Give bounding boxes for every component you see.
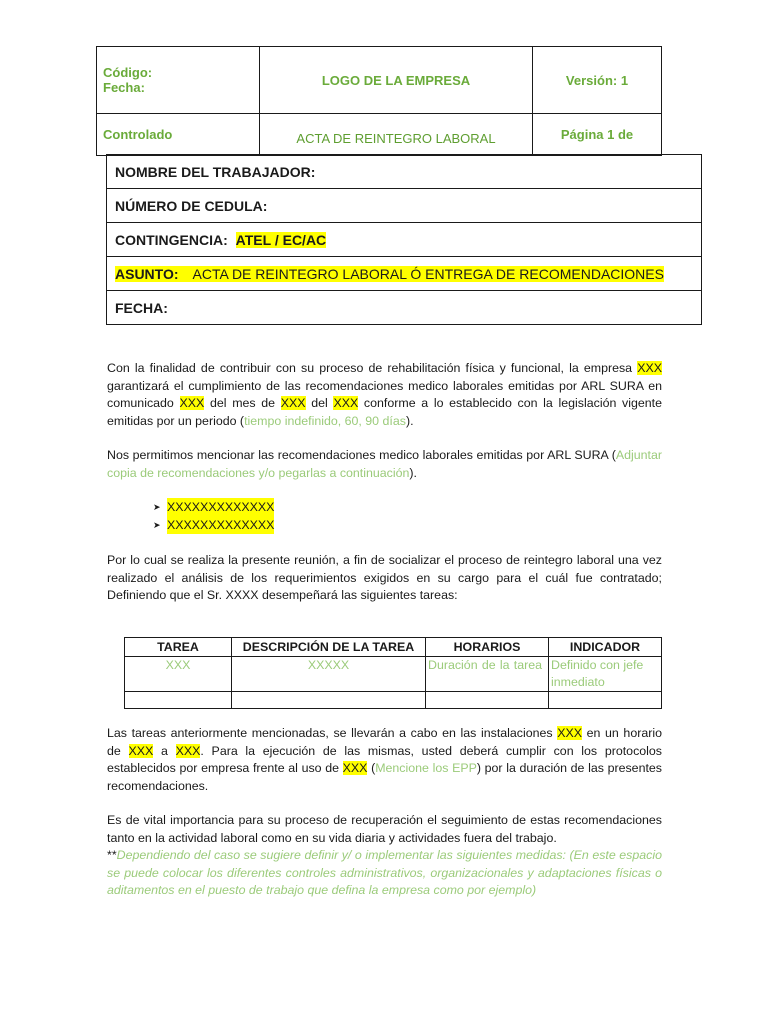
date-field: FECHA:	[107, 291, 702, 325]
placeholder-facility: XXX	[557, 726, 583, 740]
ppe-hint: Mencione los EPP	[375, 761, 477, 775]
placeholder-company: XXX	[637, 361, 662, 375]
subject-label: ASUNTO:	[115, 265, 179, 282]
page-number-label: Página 1 de	[533, 114, 662, 156]
company-logo-placeholder: LOGO DE LA EMPRESA	[260, 47, 533, 114]
placeholder-start-time: XXX	[128, 743, 154, 758]
column-header-description: DESCRIPCIÓN DE LA TAREA	[232, 638, 426, 657]
contingency-label: CONTINGENCIA:	[115, 231, 228, 248]
measures-hint: Dependiendo del caso se sugiere definir y/ o implementar las siguientes medidas: (En este espacio se puede colocar los diferentes controles administrativos, organizacionales y adaptaciones físicas o aditamentos en el puesto de trabajo que defina la empresa como por ejemplo)	[107, 848, 662, 897]
contingency-field	[107, 223, 702, 257]
code-date-cell	[97, 47, 260, 114]
importance-paragraph: Es de vital importancia para su proceso de recuperación el seguimiento de estas recomendaciones tanto en la actividad laboral como en su vida diaria y actividades fuera del trabajo. **Dependiendo del caso se sugiere definir y/ o implementar las siguientes medidas: (En este espacio se puede colocar los diferentes controles administrativos, organizacionales y adaptaciones físicas o aditamentos en el puesto de trabajo que defina la empresa como por ejemplo)	[107, 813, 662, 897]
id-number-field: NÚMERO DE CEDULA:	[107, 189, 702, 223]
contingency-value: ATEL / EC/AC	[235, 231, 327, 248]
table-row	[125, 657, 662, 692]
column-header-task: TAREA	[125, 638, 232, 657]
recommendations-paragraph: Nos permitimos mencionar las recomendaciones medico laborales emitidas por ARL SURA (Adjuntar copia de recomendaciones y/o pegarlas a continuación).	[107, 448, 662, 480]
table-row	[125, 692, 662, 709]
list-item: ➤ XXXXXXXXXXXXX	[153, 500, 275, 514]
tasks-table	[124, 637, 662, 709]
placeholder-communique: XXX	[179, 396, 205, 410]
column-header-indicator: INDICADOR	[549, 638, 662, 657]
worker-name-field: NOMBRE DEL TRABAJADOR:	[107, 155, 702, 189]
column-header-schedule: HORARIOS	[426, 638, 549, 657]
period-hint: tiempo indefinido, 60, 90 días	[244, 413, 406, 428]
schedule-paragraph: Las tareas anteriormente mencionadas, se llevarán a cabo en las instalaciones XXX en un horario de XXX a XXX. Para la ejecución de las mismas, usted deberá cumplir con los protocolos establecidos por empresa frente al uso de XXX (Mencione los EPP) por la duración de las presentes recomendaciones.	[107, 726, 663, 793]
subject-value: ACTA DE REINTEGRO LABORAL Ó ENTREGA DE RECOMENDACIONES	[179, 266, 664, 282]
tasks-intro-paragraph: Por lo cual se realiza la presente reunión, a fin de socializar el proceso de reintegro laboral una vez realizado el análisis de los requerimientos exigidos en su cargo para el cuál fue contratado; Definiendo que el Sr. XXXX desempeñará las siguientes tareas:	[107, 553, 662, 602]
recommendation-list	[153, 498, 274, 534]
document-header-table	[96, 46, 662, 156]
codigo-label: Código:	[103, 65, 153, 80]
attach-hint: Adjuntar copia de recomendaciones y/o pegarlas a continuación	[107, 448, 662, 480]
placeholder-year: XXX	[333, 396, 359, 410]
arrow-bullet-icon: ➤	[153, 502, 161, 512]
schedule-cell: Duración de la tarea	[426, 657, 549, 692]
description-cell: XXXXX	[232, 657, 426, 692]
worker-info-table	[106, 154, 702, 325]
fecha-label: Fecha:	[103, 80, 145, 95]
indicator-cell: Definido con jefe inmediato	[549, 657, 662, 692]
version-label: Versión: 1	[533, 47, 662, 114]
controlado-label: Controlado	[97, 114, 260, 156]
task-cell: XXX	[125, 657, 232, 692]
arrow-bullet-icon: ➤	[153, 520, 161, 530]
subject-field	[107, 257, 702, 291]
list-item: ➤ XXXXXXXXXXXXX	[153, 518, 275, 532]
placeholder-month: XXX	[280, 396, 306, 410]
note-stars: **	[107, 848, 117, 862]
placeholder-ppe: XXX	[342, 761, 368, 775]
intro-paragraph: Con la finalidad de contribuir con su proceso de rehabilitación física y funcional, la empresa XXX garantizará el cumplimiento de las recomendaciones medico laborales emitidas por ARL SURA en comunicado XXX del mes de XXX del XXX conforme a lo establecido con la legislación vigente emitidas por un periodo (tiempo indefinido, 60, 90 días).	[107, 361, 662, 428]
document-title: ACTA DE REINTEGRO LABORAL	[260, 114, 533, 156]
placeholder-end-time: XXX	[175, 743, 201, 758]
